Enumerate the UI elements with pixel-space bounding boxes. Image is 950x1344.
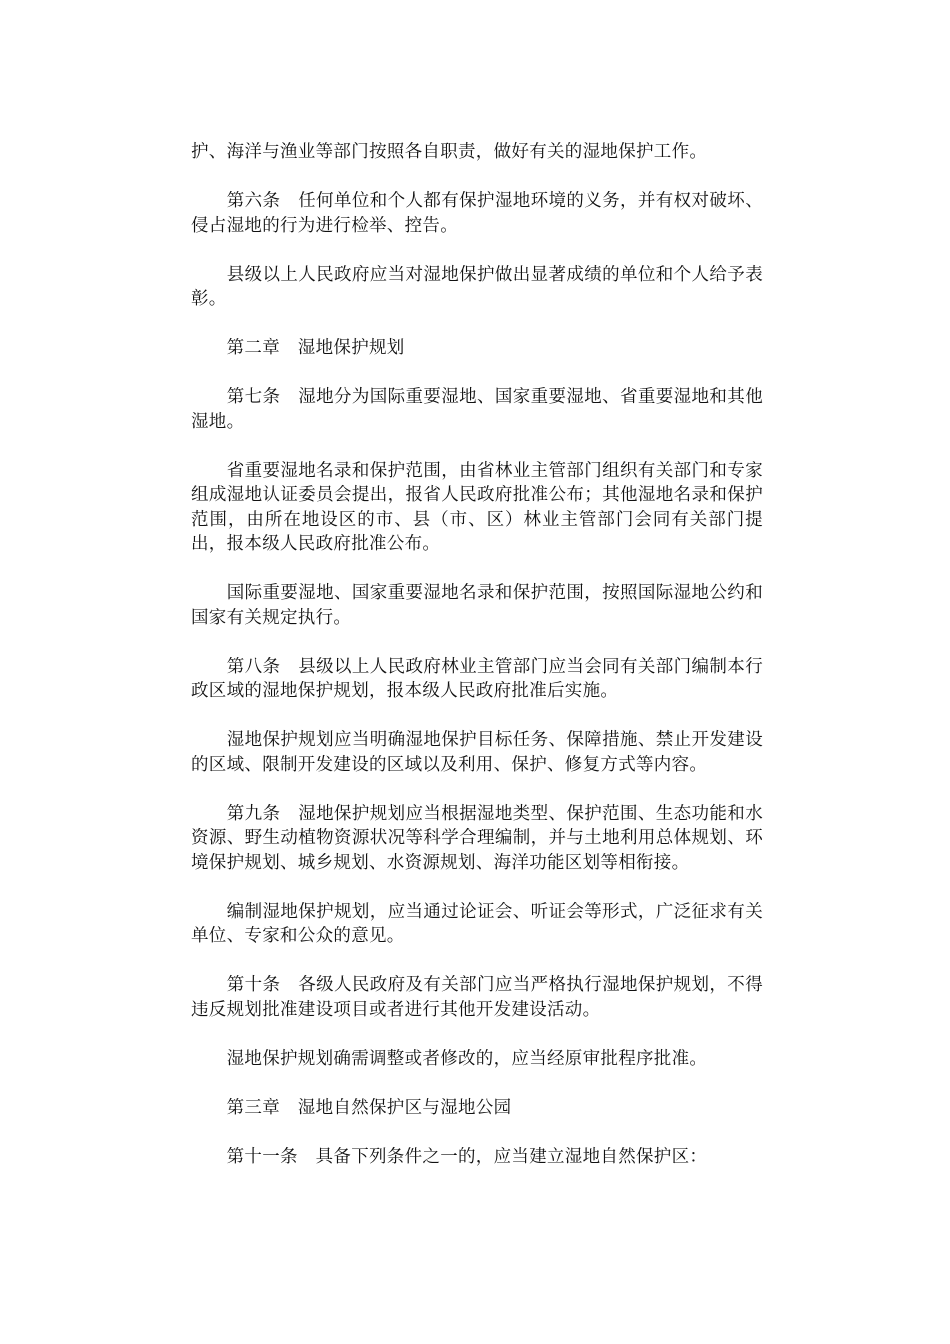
paragraph: 省重要湿地名录和保护范围，由省林业主管部门组织有关部门和专家组成湿地认证委员会提出，报省人民政府批准公布；其他湿地名录和保护范围，由所在地设区的市、县（市、区）林业主管部门会同有关部门提出，报本级人民政府批准公布。 — [191, 460, 763, 554]
chapter-heading: 第二章 湿地保护规划 — [191, 338, 405, 358]
paragraph: 湿地保护规划应当明确湿地保护目标任务、保障措施、禁止开发建设的区域、限制开发建设的区域以及利用、保护、修复方式等内容。 — [191, 730, 763, 775]
paragraph: 湿地保护规划确需调整或者修改的，应当经原审批程序批准。 — [191, 1048, 708, 1069]
paragraph-article-9: 第九条 湿地保护规划应当根据湿地类型、保护范围、生态功能和水资源、野生动植物资源状况等科学合理编制，并与土地利用总体规划、环境保护规划、城乡规划、水资源规划、海洋功能区划等相衔接。 — [191, 803, 763, 873]
chapter-heading: 第三章 湿地自然保护区与湿地公园 — [191, 1097, 512, 1118]
paragraph-article-7: 第七条 湿地分为国际重要湿地、国家重要湿地、省重要湿地和其他湿地。 — [191, 387, 763, 432]
paragraph-article-11: 第十一条 具备下列条件之一的，应当建立湿地自然保护区： — [191, 1146, 708, 1167]
paragraph-article-8: 第八条 县级以上人民政府林业主管部门应当会同有关部门编制本行政区域的湿地保护规划，报本级人民政府批准后实施。 — [191, 656, 763, 701]
paragraph-article-6: 第六条 任何单位和个人都有保护湿地环境的义务，并有权对破坏、侵占湿地的行为进行检举、控告。 — [191, 191, 763, 236]
paragraph-continuation: 护、海洋与渔业等部门按照各自职责，做好有关的湿地保护工作。 — [191, 142, 708, 162]
paragraph: 国际重要湿地、国家重要湿地名录和保护范围，按照国际湿地公约和国家有关规定执行。 — [191, 583, 763, 628]
paragraph-article-10: 第十条 各级人民政府及有关部门应当严格执行湿地保护规划，不得违反规划批准建设项目或者进行其他开发建设活动。 — [191, 975, 763, 1020]
paragraph: 编制湿地保护规划，应当通过论证会、听证会等形式，广泛征求有关单位、专家和公众的意见。 — [191, 901, 763, 946]
paragraph: 县级以上人民政府应当对湿地保护做出显著成绩的单位和个人给予表彰。 — [191, 264, 763, 309]
document-body — [191, 140, 763, 1194]
